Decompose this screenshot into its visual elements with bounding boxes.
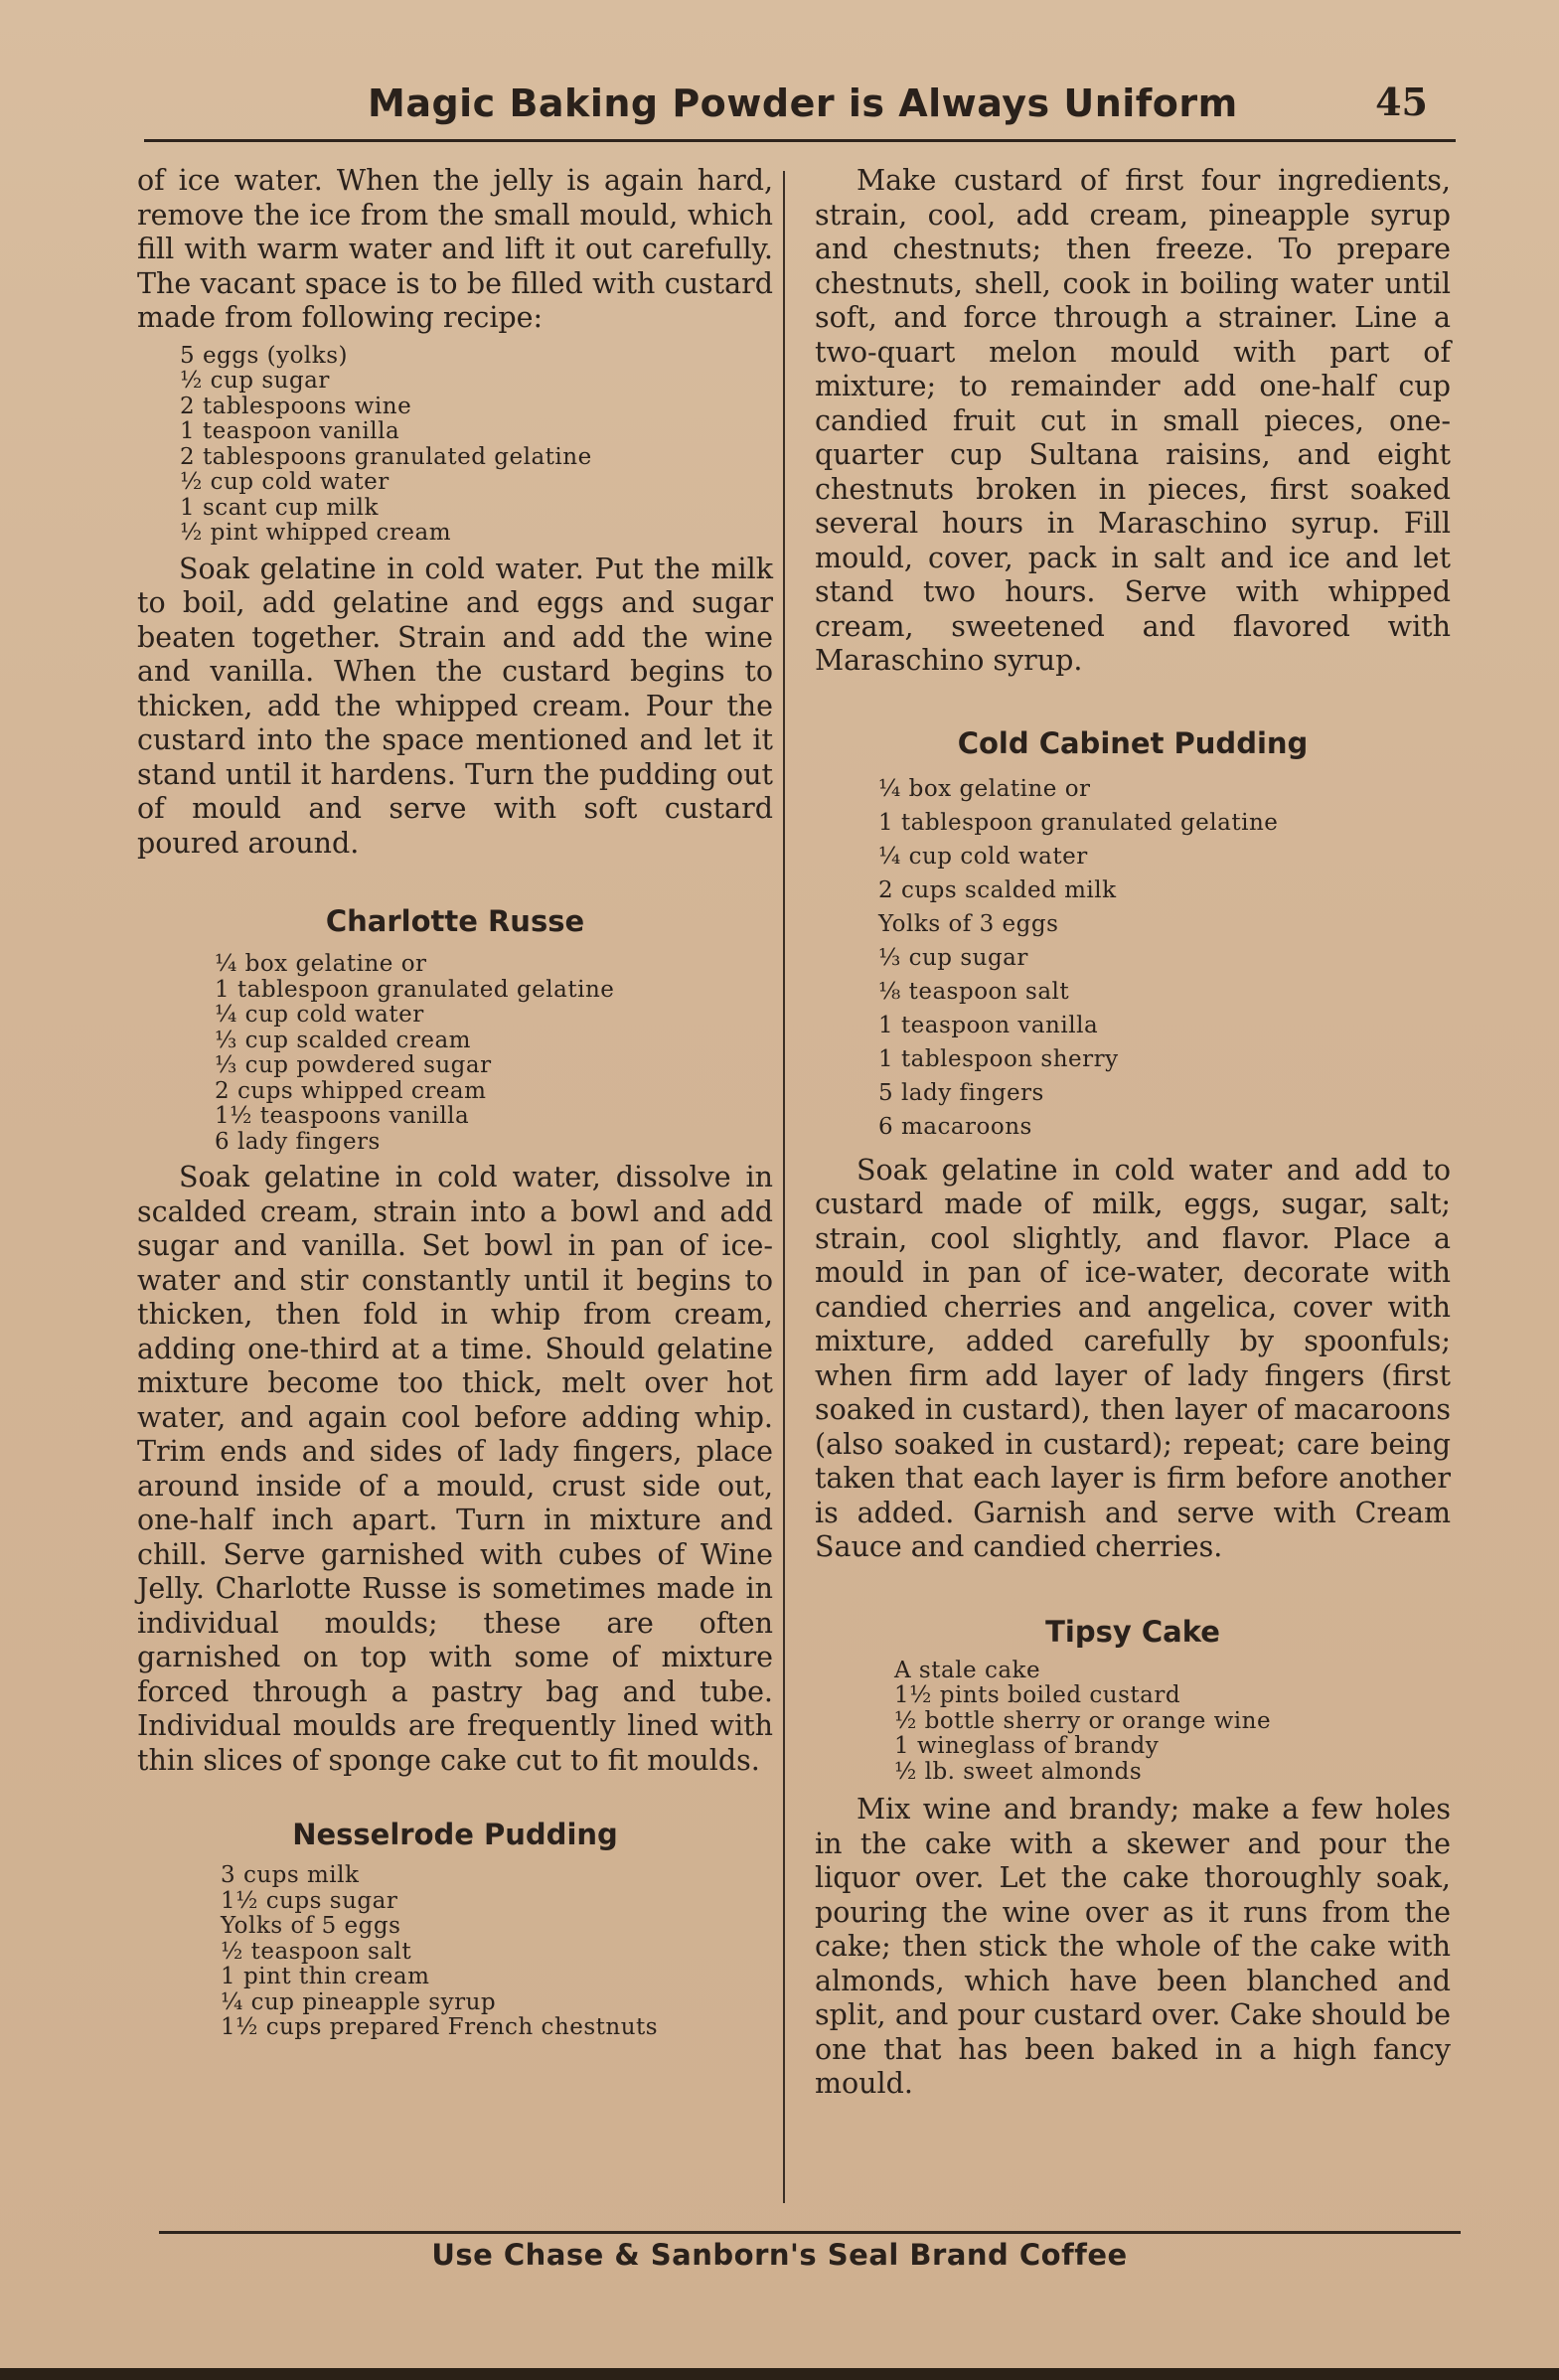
ingredient-item: 6 lady fingers — [215, 1128, 381, 1155]
ingredient-item: 2 tablespoons wine — [180, 393, 412, 419]
header-rule — [144, 139, 1456, 142]
ingredient-item: Yolks of 3 eggs — [878, 910, 1059, 937]
ingredient-item: 5 lady fingers — [878, 1079, 1044, 1106]
ingredient-item: ¼ box gelatine or — [878, 775, 1091, 802]
nesselrode-ingredient-list — [221, 1863, 773, 2041]
ingredient-item: 1½ cups prepared French chestnuts — [221, 2014, 659, 2040]
page-number: 45 — [1375, 79, 1428, 124]
ingredient-item: ⅓ cup scalded cream — [215, 1027, 471, 1053]
ingredient-item: Yolks of 5 eggs — [221, 1913, 401, 1939]
ingredient-item: ¼ cup cold water — [878, 843, 1088, 870]
running-header — [149, 78, 1450, 137]
ingredient-item: 6 macaroons — [878, 1113, 1032, 1140]
ingredient-item: 1 teaspoon vanilla — [180, 418, 400, 444]
ingredient-item: ¼ box gelatine or — [215, 951, 427, 977]
ingredient-item: 2 cups whipped cream — [215, 1077, 487, 1104]
ingredient-item: 3 cups milk — [221, 1862, 360, 1888]
charlotte-ingredient-list — [215, 952, 773, 1155]
tipsy-method: Mix wine and brandy; make a few holes in the cake with a skewer and pour the liquor over. Let the cake thoroughly soak, pouring the wine over as it runs from the cake; then stick the whole of the cake with almonds, which have been blanched and split, and pour custard over. Cake should be one that has been baked in a high fancy mould. — [815, 1793, 1451, 2100]
cabinet-method: Soak gelatine in cold water and add to custard made of milk, eggs, sugar, salt; strain, cool slightly, and flavor. Place a mould in pan of ice-water, decorate with candied cherries and angelica, cover with mixture, added carefully by spoonfuls; when firm add layer of lady fingers (first soaked in custard), then layer of macaroons (also soaked in custard); repeat; care being taken that each layer is firm before another is added. Garnish and serve with Cream Sauce and candied cherries. — [815, 1153, 1451, 1563]
ingredient-item: 5 eggs (yolks) — [180, 342, 348, 369]
ingredient-item: 1 pint thin cream — [221, 1964, 430, 1989]
ingredient-item: 1 scant cup milk — [180, 494, 379, 521]
ingredient-item: ¼ cup cold water — [215, 1002, 424, 1028]
ingredient-item: ½ lb. sweet almonds — [894, 1758, 1143, 1785]
recipe-title-charlotte-russe: Charlotte Russe — [325, 904, 585, 938]
ingredient-item: 1 tablespoon sherry — [878, 1045, 1119, 1072]
charlotte-method: Soak gelatine in cold water, dissolve in scalded cream, strain into a bowl and add sugar and vanilla. Set bowl in pan of ice-water and stir constantly until it begins to thicken, then fold in whip from cream, adding one-third at a time. Should gelatine mixture become too thick, melt over hot water, and again cool before adding whip. Trim ends and sides of lady fingers, place around inside of a mould, crust side out, one-half inch apart. Turn in mixture and chill. Serve garnished with cubes of Wine Jelly. Charlotte Russe is sometimes made in individual moulds; these are often garnished on top with some of mixture forced through a pastry bag and tube. Individual moulds are frequently lined with thin slices of sponge cake cut to fit moulds. — [137, 1161, 773, 1777]
ingredient-item: 1½ teaspoons vanilla — [215, 1103, 470, 1129]
tipsy-ingredient-list — [894, 1659, 1451, 1786]
ingredient-item: 1 wineglass of brandy — [894, 1733, 1160, 1759]
ingredient-item: ⅓ cup powdered sugar — [215, 1052, 492, 1078]
intro-paragraph: of ice water. When the jelly is again hard, remove the ice from the small mould, which fill with warm water and lift it out carefully. The vacant space is to be filled with custard made from following recipe: — [137, 164, 773, 334]
custard-ingredient-list — [180, 344, 773, 547]
ingredient-item: 2 tablespoons granulated gelatine — [180, 443, 592, 470]
ingredient-item: ½ cup cold water — [180, 469, 390, 495]
ingredient-item: ½ cup sugar — [180, 368, 330, 394]
ingredient-item: ½ teaspoon salt — [221, 1938, 412, 1965]
nesselrode-method: Make custard of first four ingredients, strain, cool, add cream, pineapple syrup and chestnuts; then freeze. To prepare chestnuts, shell, cook in boiling water until soft, and force through a strainer. Line a two-quart melon mould with part of mixture; to remainder add one-half cup candied fruit cut in small pieces, one-quarter cup Sultana raisins, and eight chestnuts broken in pieces, first soaked several hours in Maraschino syrup. Fill mould, cover, pack in salt and ice and let stand two hours. Serve with whipped cream, sweetened and flavored with Maraschino syrup. — [815, 164, 1451, 677]
running-footer: Use Chase & Sanborn's Seal Brand Coffee — [431, 2238, 1128, 2272]
ingredient-item: ½ bottle sherry or orange wine — [894, 1707, 1272, 1734]
footer-rule — [159, 2231, 1461, 2234]
recipe-title-cold-cabinet-pudding: Cold Cabinet Pudding — [957, 725, 1309, 760]
ingredient-item: 1 tablespoon granulated gelatine — [878, 809, 1279, 836]
recipe-title-tipsy-cake: Tipsy Cake — [1045, 1614, 1220, 1649]
ingredient-item: 1 teaspoon vanilla — [878, 1012, 1099, 1038]
ingredient-item: ½ pint whipped cream — [180, 520, 452, 546]
custard-method: Soak gelatine in cold water. Put the milk to boil, add gelatine and eggs and sugar beaten together. Strain and add the wine and vanilla. When the custard begins to thicken, add the whipped cream. Pour the custard into the space mentioned and let it stand until it hardens. Turn the pudding out of mould and serve with soft custard poured around. — [137, 552, 773, 860]
cabinet-ingredient-list — [878, 772, 1451, 1144]
ingredient-item: 2 cups scalded milk — [878, 876, 1117, 903]
right-column — [815, 164, 1451, 2102]
column-divider — [783, 171, 785, 2203]
running-header-title: Magic Baking Powder is Always Uniform — [368, 81, 1238, 125]
ingredient-item: ⅛ teaspoon salt — [878, 978, 1070, 1005]
recipe-title-nesselrode-pudding: Nesselrode Pudding — [292, 1818, 618, 1851]
ingredient-item: 1½ pints boiled custard — [894, 1682, 1181, 1708]
left-column — [137, 164, 773, 2041]
ingredient-item: ⅓ cup sugar — [878, 944, 1028, 971]
ingredient-item: ¼ cup pineapple syrup — [221, 1988, 497, 2015]
ingredient-item: 1½ cups sugar — [221, 1887, 398, 1914]
ingredient-item: A stale cake — [894, 1657, 1041, 1683]
ingredient-item: 1 tablespoon granulated gelatine — [215, 976, 615, 1003]
